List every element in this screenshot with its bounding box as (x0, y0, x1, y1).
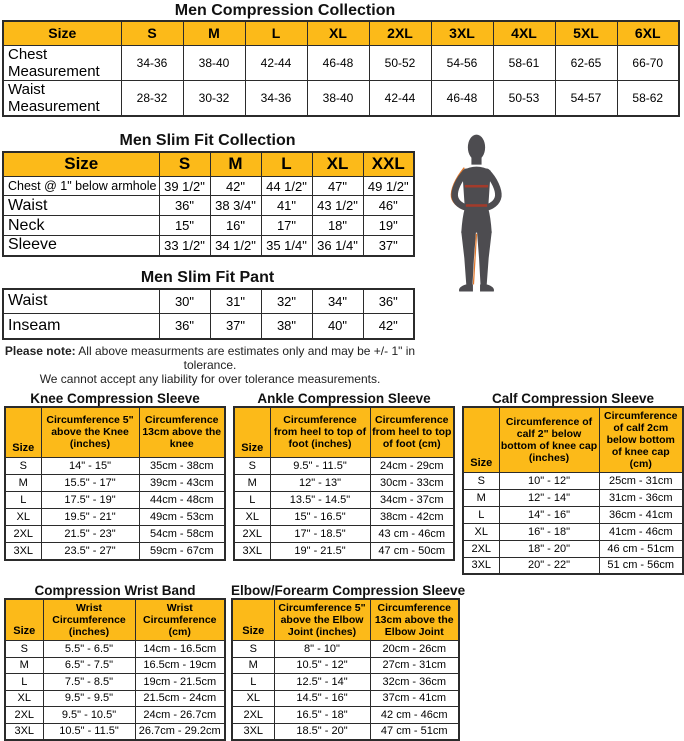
table-row (3, 236, 414, 256)
row-label-cell: M (463, 489, 499, 506)
value-cell: 12.5" - 14" (274, 674, 370, 691)
note-label: Please note: (4, 343, 76, 358)
size-column-header: Size (5, 407, 41, 458)
compression-wrist-band-title: Compression Wrist Band (34, 583, 196, 598)
value-cell: 37cm - 41cm (370, 690, 459, 707)
value-cell: 43 1/2" (312, 196, 363, 216)
inches-column-header: Circumference 5" above the Knee (inches) (41, 407, 139, 458)
row-label-cell: Waist Measurement (3, 80, 121, 116)
table-row (232, 690, 459, 707)
table-header-row (5, 599, 225, 641)
value-cell: 32" (261, 289, 312, 314)
table-row (5, 707, 225, 724)
tolerance-note (0, 344, 420, 386)
value-cell: 38" (261, 314, 312, 339)
value-cell: 42 cm - 46cm (370, 707, 459, 724)
value-cell: 15" - 16.5" (270, 509, 370, 526)
row-label-cell: XL (234, 509, 270, 526)
table-row (3, 177, 414, 196)
elbow-forearm-sleeve-block (231, 583, 465, 741)
value-cell: 34-36 (245, 80, 307, 116)
table-header-row (234, 407, 454, 458)
row-label-cell: 2XL (232, 707, 274, 724)
value-cell: 13.5" - 14.5" (270, 492, 370, 509)
size-option-header: XL (307, 21, 369, 45)
male-figure-silhouette-icon (444, 133, 510, 311)
value-cell: 49cm - 53cm (139, 509, 225, 526)
value-cell: 58-61 (493, 45, 555, 80)
value-cell: 10.5" - 11.5" (43, 723, 135, 740)
table-row (463, 489, 683, 506)
value-cell: 40" (312, 314, 363, 339)
value-cell: 10.5" - 12" (274, 657, 370, 674)
table-header-row (463, 407, 683, 473)
value-cell: 16.5cm - 19cm (135, 657, 225, 674)
value-cell: 18" - 20" (499, 540, 599, 557)
value-cell: 36" (159, 314, 210, 339)
value-cell: 24cm - 29cm (370, 458, 454, 475)
value-cell: 41" (261, 196, 312, 216)
cm-column-header: Circumference of calf 2cm below bottom of knee cap (cm) (599, 407, 683, 473)
table-row (234, 458, 454, 475)
row-label-cell: Waist (3, 196, 159, 216)
value-cell: 50-53 (493, 80, 555, 116)
men-slim-fit-pant-title: Men Slim Fit Pant (140, 268, 275, 286)
value-cell: 34-36 (121, 45, 183, 80)
row-label-cell: S (463, 472, 499, 489)
value-cell: 62-65 (555, 45, 617, 80)
row-label-cell: Chest Measurement (3, 45, 121, 80)
value-cell: 38-40 (307, 80, 369, 116)
size-column-header: Size (232, 599, 274, 641)
men-slim-fit-pant-table (2, 288, 415, 340)
table-row (3, 216, 414, 236)
calf-sleeve-block (462, 391, 684, 576)
table-row (3, 314, 414, 339)
value-cell: 42" (210, 177, 261, 196)
value-cell: 18.5" - 20" (274, 723, 370, 740)
table-header-row (3, 152, 414, 177)
table-row (5, 458, 225, 475)
value-cell: 39cm - 43cm (139, 475, 225, 492)
value-cell: 46" (363, 196, 414, 216)
elbow-forearm-compression-sleeve-table (231, 598, 460, 741)
value-cell: 17" - 18.5" (270, 526, 370, 543)
row-label-cell: XL (5, 509, 41, 526)
value-cell: 35 1/4" (261, 236, 312, 256)
value-cell: 41cm - 46cm (599, 523, 683, 540)
value-cell: 46 cm - 51cm (599, 540, 683, 557)
row-label-cell: S (232, 641, 274, 658)
table-row (463, 523, 683, 540)
inches-column-header: Wrist Circumference (inches) (43, 599, 135, 641)
row-label-cell: 2XL (5, 707, 43, 724)
cm-column-header: Wrist Circumference (cm) (135, 599, 225, 641)
value-cell: 19cm - 21.5cm (135, 674, 225, 691)
value-cell: 38cm - 42cm (370, 509, 454, 526)
value-cell: 54-56 (431, 45, 493, 80)
value-cell: 51 cm - 56cm (599, 557, 683, 574)
table-row (3, 196, 414, 216)
value-cell: 10" - 12" (499, 472, 599, 489)
ankle-compression-sleeve-table (233, 406, 455, 561)
row-label-cell: Waist (3, 289, 159, 314)
value-cell: 46-48 (431, 80, 493, 116)
inches-column-header: Circumference from heel to top of foot (inches) (270, 407, 370, 458)
size-option-header: 5XL (555, 21, 617, 45)
knee-compression-sleeve-table (4, 406, 226, 561)
size-option-header: 6XL (617, 21, 679, 45)
value-cell: 47 cm - 51cm (370, 723, 459, 740)
value-cell: 18" (312, 216, 363, 236)
figure-torso (461, 167, 491, 233)
table-row (234, 509, 454, 526)
value-cell: 20" - 22" (499, 557, 599, 574)
table-row (3, 80, 679, 116)
value-cell: 44 1/2" (261, 177, 312, 196)
size-option-header: S (159, 152, 210, 177)
value-cell: 19.5" - 21" (41, 509, 139, 526)
table-row (232, 674, 459, 691)
ankle-compression-sleeve-title: Ankle Compression Sleeve (257, 390, 431, 406)
value-cell: 49 1/2" (363, 177, 414, 196)
table-row (5, 723, 225, 740)
value-cell: 16.5" - 18" (274, 707, 370, 724)
size-option-header: XXL (363, 152, 414, 177)
inches-column-header: Circumference of calf 2" below bottom of knee cap (inches) (499, 407, 599, 473)
row-label-cell: XL (5, 690, 43, 707)
value-cell: 27cm - 31cm (370, 657, 459, 674)
size-option-header: 4XL (493, 21, 555, 45)
value-cell: 28-32 (121, 80, 183, 116)
value-cell: 12" - 14" (499, 489, 599, 506)
value-cell: 38-40 (183, 45, 245, 80)
value-cell: 25cm - 31cm (599, 472, 683, 489)
value-cell: 19" - 21.5" (270, 543, 370, 560)
value-cell: 17" (261, 216, 312, 236)
size-option-header: 3XL (431, 21, 493, 45)
value-cell: 16" (210, 216, 261, 236)
wrist-elbow-tables-row (4, 583, 679, 741)
row-label-cell: 2XL (5, 526, 41, 543)
size-column-header: Size (3, 21, 121, 45)
value-cell: 46-48 (307, 45, 369, 80)
men-compression-collection-table (2, 20, 680, 117)
value-cell: 5.5" - 6.5" (43, 641, 135, 658)
value-cell: 15.5" - 17" (41, 475, 139, 492)
tolerance-note-line2: We cannot accept any liability for over tolerance measurements. (39, 371, 381, 386)
value-cell: 20cm - 26cm (370, 641, 459, 658)
wrist-band-block (4, 583, 226, 741)
table-row (234, 543, 454, 560)
row-label-cell: M (232, 657, 274, 674)
table-row (463, 540, 683, 557)
value-cell: 54cm - 58cm (139, 526, 225, 543)
row-label-cell: S (5, 458, 41, 475)
cm-column-header: Circumference 13cm above the knee (139, 407, 225, 458)
value-cell: 26.7cm - 29.2cm (135, 723, 225, 740)
row-label-cell: XL (463, 523, 499, 540)
value-cell: 44cm - 48cm (139, 492, 225, 509)
table-row (5, 657, 225, 674)
value-cell: 42" (363, 314, 414, 339)
value-cell: 42-44 (245, 45, 307, 80)
value-cell: 19" (363, 216, 414, 236)
value-cell: 36 1/4" (312, 236, 363, 256)
value-cell: 23.5" - 27" (41, 543, 139, 560)
waist-measure-line (466, 204, 487, 207)
size-option-header: M (183, 21, 245, 45)
table-row (5, 641, 225, 658)
value-cell: 14" - 15" (41, 458, 139, 475)
value-cell: 42-44 (369, 80, 431, 116)
table-row (3, 45, 679, 80)
figure-foot-right (480, 284, 494, 291)
row-label-cell: 2XL (234, 526, 270, 543)
value-cell: 36cm - 41cm (599, 506, 683, 523)
row-label-cell: L (5, 492, 41, 509)
inches-column-header: Circumference 5" above the Elbow Joint (inches) (274, 599, 370, 641)
cm-column-header: Circumference from heel to top of foot (cm) (370, 407, 454, 458)
table-row (5, 492, 225, 509)
knee-sleeve-block (4, 391, 226, 576)
row-label-cell: L (232, 674, 274, 691)
calf-compression-sleeve-table (462, 406, 684, 576)
value-cell: 35cm - 38cm (139, 458, 225, 475)
table-row (5, 690, 225, 707)
figure-leg-right (477, 232, 492, 286)
value-cell: 14.5" - 16" (274, 690, 370, 707)
size-column-header: Size (5, 599, 43, 641)
elbow-forearm-compression-sleeve-title: Elbow/Forearm Compression Sleeve (231, 583, 466, 598)
value-cell: 34 1/2" (210, 236, 261, 256)
size-column-header: Size (463, 407, 499, 473)
row-label-cell: L (5, 674, 43, 691)
row-label-cell: Neck (3, 216, 159, 236)
sleeve-tables-row (4, 391, 679, 576)
value-cell: 58-62 (617, 80, 679, 116)
value-cell: 43 cm - 46cm (370, 526, 454, 543)
value-cell: 9.5" - 11.5" (270, 458, 370, 475)
knee-compression-sleeve-title: Knee Compression Sleeve (30, 390, 200, 406)
chest-measure-line (465, 185, 488, 188)
value-cell: 16" - 18" (499, 523, 599, 540)
table-header-row (3, 21, 679, 45)
figure-neck (471, 157, 481, 165)
size-option-header: 2XL (369, 21, 431, 45)
value-cell: 7.5" - 8.5" (43, 674, 135, 691)
table-row (5, 543, 225, 560)
value-cell: 33 1/2" (159, 236, 210, 256)
value-cell: 14" - 16" (499, 506, 599, 523)
table-row (232, 723, 459, 740)
row-label-cell: Chest @ 1" below armhole (3, 177, 159, 196)
value-cell: 6.5" - 7.5" (43, 657, 135, 674)
value-cell: 8" - 10" (274, 641, 370, 658)
row-label-cell: S (234, 458, 270, 475)
row-label-cell: Inseam (3, 314, 159, 339)
row-label-cell: M (5, 475, 41, 492)
row-label-cell: S (5, 641, 43, 658)
value-cell: 37" (363, 236, 414, 256)
value-cell: 47 cm - 50cm (370, 543, 454, 560)
value-cell: 38 3/4" (210, 196, 261, 216)
value-cell: 15" (159, 216, 210, 236)
note-text: All above measurments are estimates only and may be +/- 1" in tolerance. (75, 343, 416, 372)
table-row (463, 557, 683, 574)
value-cell: 31" (210, 289, 261, 314)
table-row (463, 472, 683, 489)
table-header-row (5, 407, 225, 458)
table-header-row (232, 599, 459, 641)
value-cell: 21.5cm - 24cm (135, 690, 225, 707)
value-cell: 30-32 (183, 80, 245, 116)
row-label-cell: M (5, 657, 43, 674)
men-slim-fit-collection-table (2, 151, 415, 257)
table-row (232, 641, 459, 658)
men-slim-fit-collection-title: Men Slim Fit Collection (119, 131, 296, 149)
value-cell: 39 1/2" (159, 177, 210, 196)
table-row (3, 289, 414, 314)
row-label-cell: Sleeve (3, 236, 159, 256)
table-row (5, 674, 225, 691)
table-row (234, 475, 454, 492)
size-option-header: L (261, 152, 312, 177)
row-label-cell: 3XL (232, 723, 274, 740)
compression-wrist-band-table (4, 598, 226, 741)
size-column-header: Size (3, 152, 159, 177)
row-label-cell: XL (232, 690, 274, 707)
value-cell: 36" (159, 196, 210, 216)
row-label-cell: M (234, 475, 270, 492)
value-cell: 36" (363, 289, 414, 314)
table-row (5, 509, 225, 526)
value-cell: 66-70 (617, 45, 679, 80)
value-cell: 14cm - 16.5cm (135, 641, 225, 658)
value-cell: 17.5" - 19" (41, 492, 139, 509)
figure-head (468, 135, 485, 160)
value-cell: 21.5" - 23" (41, 526, 139, 543)
value-cell: 37" (210, 314, 261, 339)
table-row (232, 707, 459, 724)
value-cell: 9.5" - 9.5" (43, 690, 135, 707)
row-label-cell: 3XL (463, 557, 499, 574)
cm-column-header: Circumference 13cm above the Elbow Joint (370, 599, 459, 641)
size-option-header: M (210, 152, 261, 177)
value-cell: 9.5" - 10.5" (43, 707, 135, 724)
ankle-sleeve-block (233, 391, 455, 576)
size-column-header: Size (234, 407, 270, 458)
value-cell: 34" (312, 289, 363, 314)
value-cell: 31cm - 36cm (599, 489, 683, 506)
row-label-cell: 3XL (234, 543, 270, 560)
table-row (463, 506, 683, 523)
value-cell: 32cm - 36cm (370, 674, 459, 691)
size-option-header: L (245, 21, 307, 45)
row-label-cell: 2XL (463, 540, 499, 557)
size-option-header: S (121, 21, 183, 45)
value-cell: 24cm - 26.7cm (135, 707, 225, 724)
row-label-cell: L (463, 506, 499, 523)
value-cell: 50-52 (369, 45, 431, 80)
row-label-cell: 3XL (5, 723, 43, 740)
value-cell: 30cm - 33cm (370, 475, 454, 492)
value-cell: 34cm - 37cm (370, 492, 454, 509)
value-cell: 47" (312, 177, 363, 196)
figure-foot-left (459, 284, 473, 291)
value-cell: 12" - 13" (270, 475, 370, 492)
calf-compression-sleeve-title: Calf Compression Sleeve (491, 390, 655, 406)
table-row (234, 526, 454, 543)
value-cell: 30" (159, 289, 210, 314)
value-cell: 59cm - 67cm (139, 543, 225, 560)
value-cell: 54-57 (555, 80, 617, 116)
table-row (234, 492, 454, 509)
table-row (5, 526, 225, 543)
size-option-header: XL (312, 152, 363, 177)
row-label-cell: 3XL (5, 543, 41, 560)
row-label-cell: L (234, 492, 270, 509)
tolerance-note-line1 (0, 344, 420, 372)
table-row (232, 657, 459, 674)
table-row (5, 475, 225, 492)
men-compression-collection-title: Men Compression Collection (174, 2, 396, 19)
